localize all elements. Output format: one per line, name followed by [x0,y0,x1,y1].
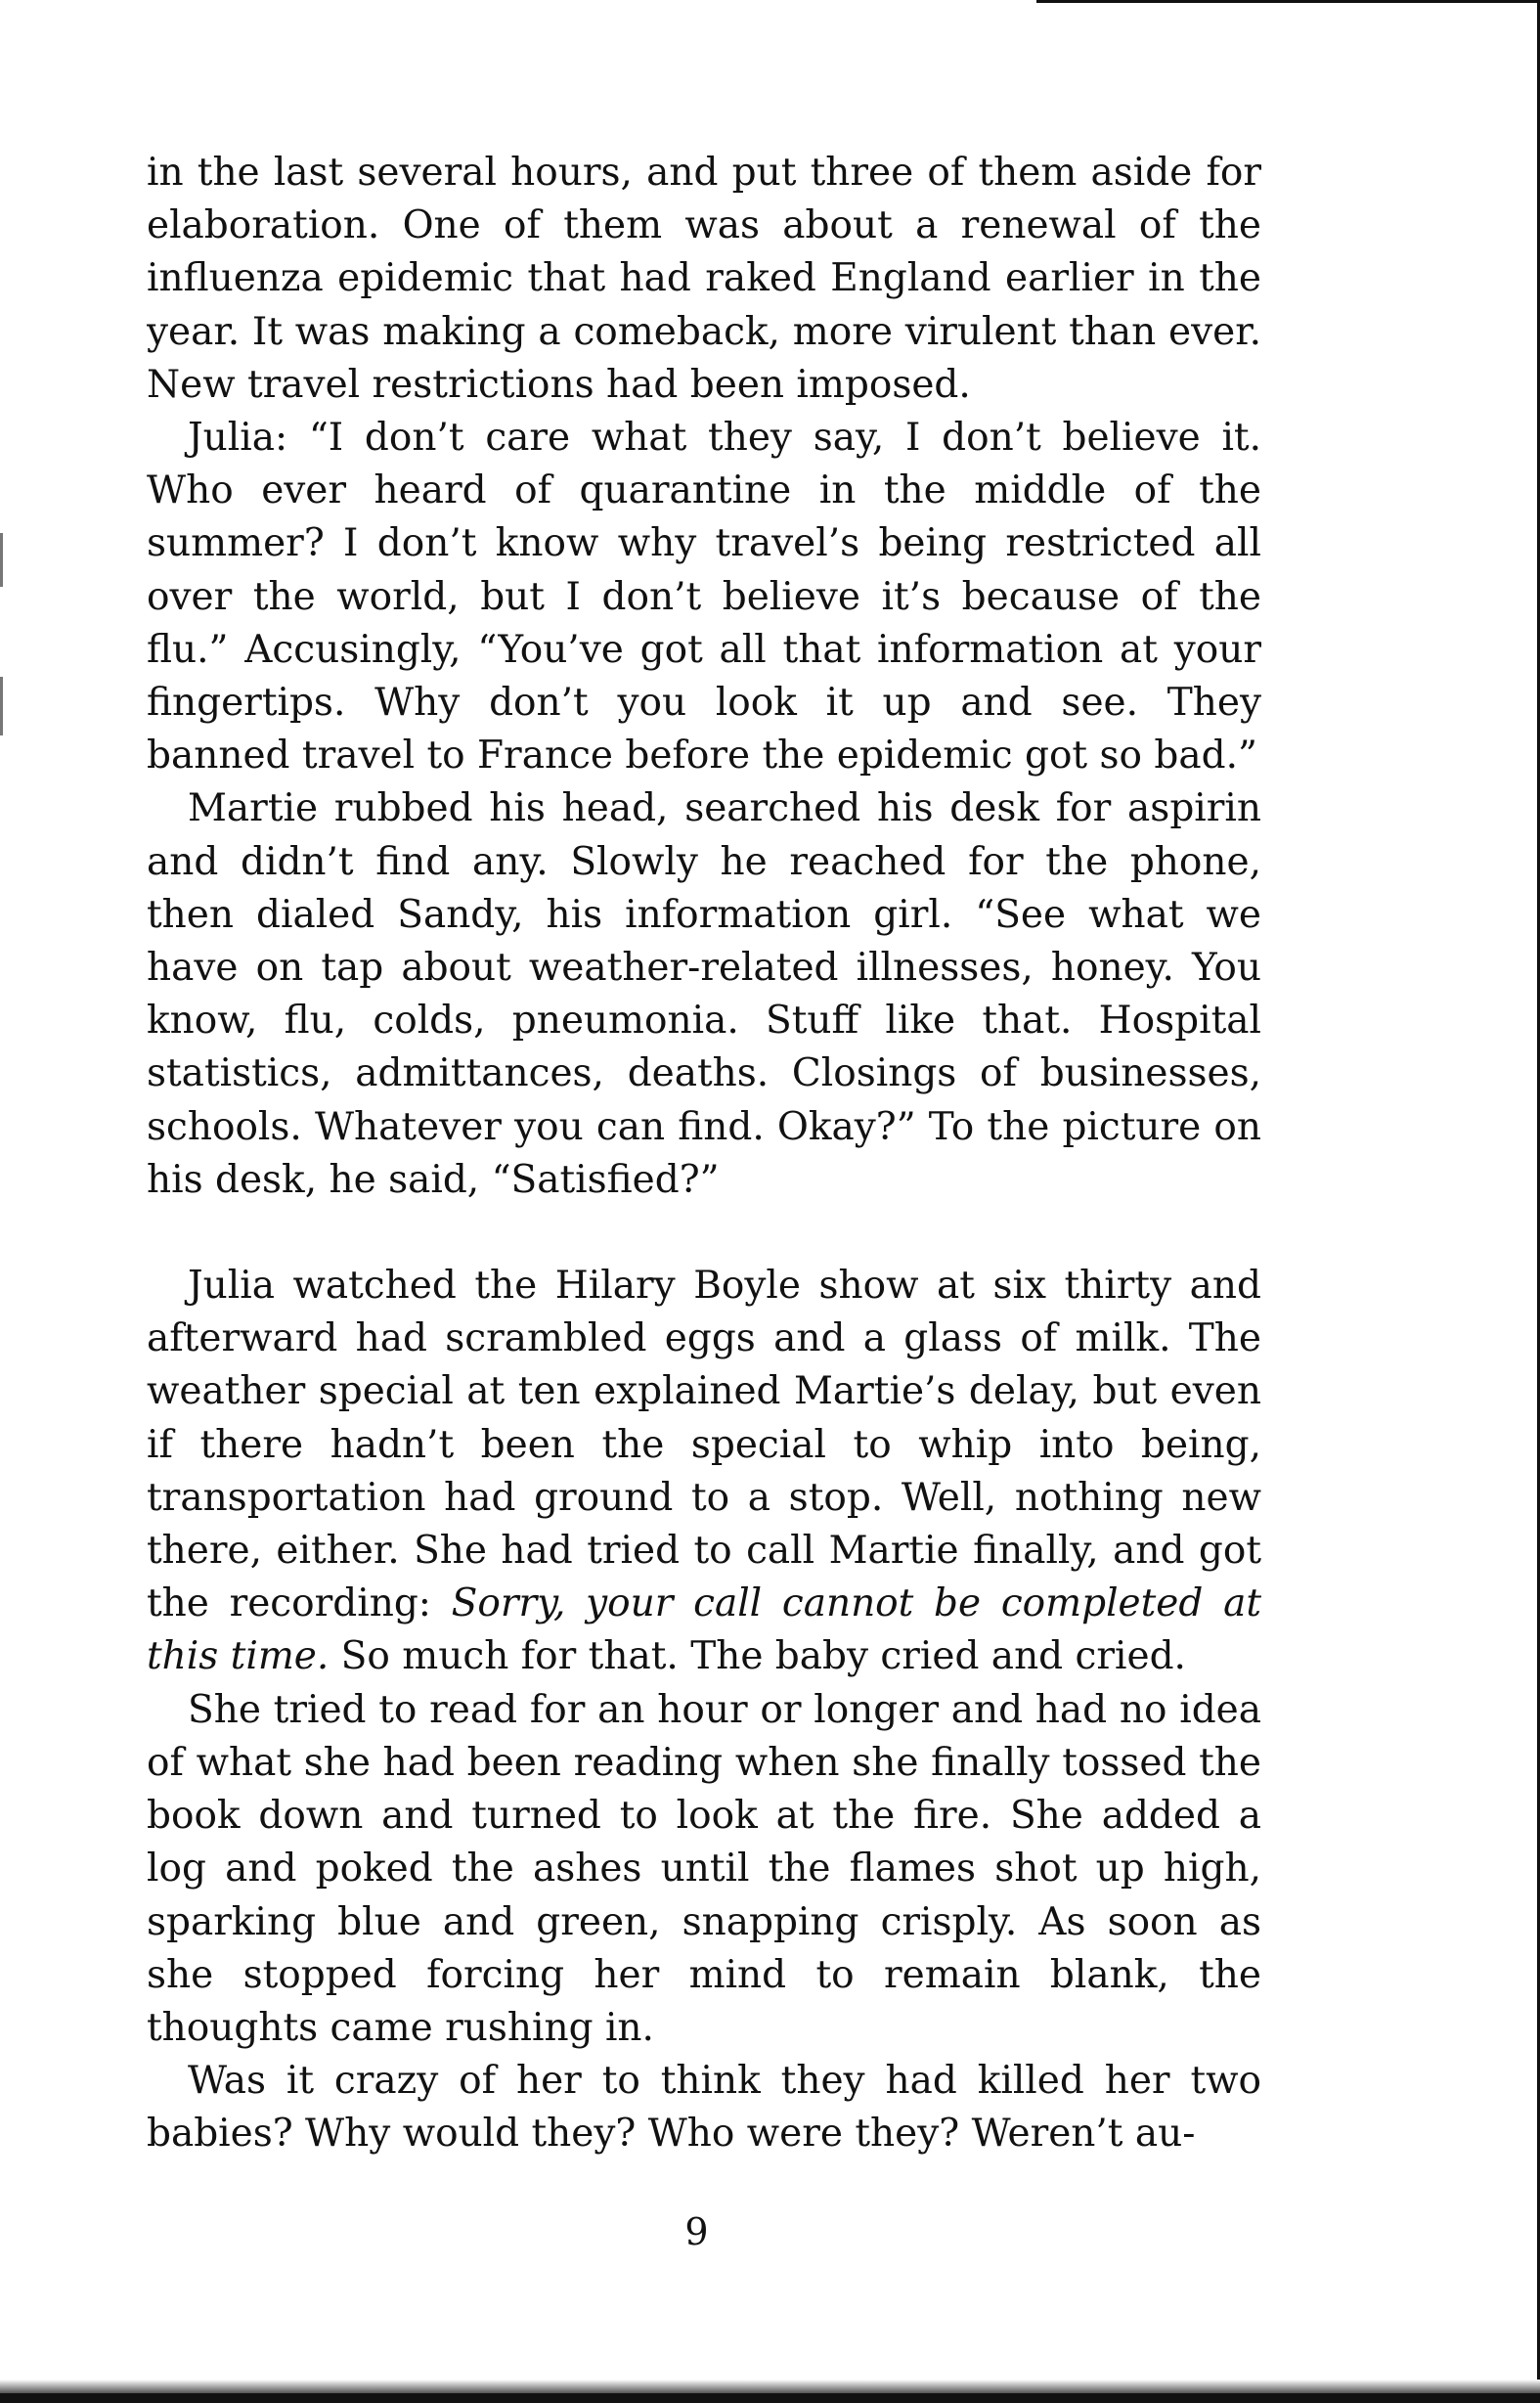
paragraph-text: So much for that. The baby cried and cried. [329,1634,1186,1679]
top-edge-rule [1036,0,1540,3]
left-edge-mark [0,677,3,735]
left-edge-mark [0,533,3,587]
page-number: 9 [684,2210,709,2253]
page-text-column [147,147,1261,2181]
section-break [147,1207,1261,1260]
paragraph-julia-evening [147,1260,1261,1684]
italic-recording-message: Sorry, your call cannot be completed at this time. [147,1581,1261,1679]
paragraph-julia-quote: Julia: “I don’t care what they say, I don’t believe it. Who ever heard of quarantine in the middle of the summer? I don’t know why travel’s being restricted all over the world, but I don’t believe it’s because of the flu.” Accusingly, “You’ve got all that information at your fingertips. Why don’t you look it up and see. They banned travel to France before the epidemic got so bad.” [147,416,1261,779]
paragraph-reading-fire: She tried to read for an hour or longer and had no idea of what she had been reading when she finally tossed the book down and turned to look at the fire. She added a log and poked the ashes until the flames shot up high, sparking blue and green, snapping crisply. As soon as she stopped forcing her mind to remain blank, the thoughts came rushing in. [147,1687,1261,2050]
paragraph-continuation: in the last several hours, and put three of them aside for elaboration. One of them was about a renewal of the influenza epidemic that had raked England earlier in the year. It was making a comeback, more virulent than ever. New travel restrictions had been imposed. [147,151,1261,407]
paragraph-babies-question: Was it crazy of her to think they had killed her two babies? Why would they? Who were they? Weren’t au- [147,2059,1261,2157]
paragraph-text: Julia watched the Hilary Boyle show at six thirty and afterward had scrambled eggs and a glass of milk. The weather special at ten explained Martie’s delay, but even if there hadn’t been the special to whip into being, transportation had ground to a stop. Well, nothing new there, either. She had tried to call Martie finally, and got the recording: [147,1264,1261,1626]
bottom-edge-rule [0,2393,1540,2403]
paragraph-martie-phone: Martie rubbed his head, searched his desk for aspirin and didn’t find any. Slowly he reached for the phone, then dialed Sandy, his information girl. “See what we have on tap about weather-related illnesses, honey. You know, flu, colds, pneumonia. Stuff like that. Hospital statistics, admittances, deaths. Closings of businesses, schools. Whatever you can find. Okay?” To the picture on his desk, he said, “Satisfied?” [147,786,1261,1202]
bottom-shadow [0,2380,1540,2393]
